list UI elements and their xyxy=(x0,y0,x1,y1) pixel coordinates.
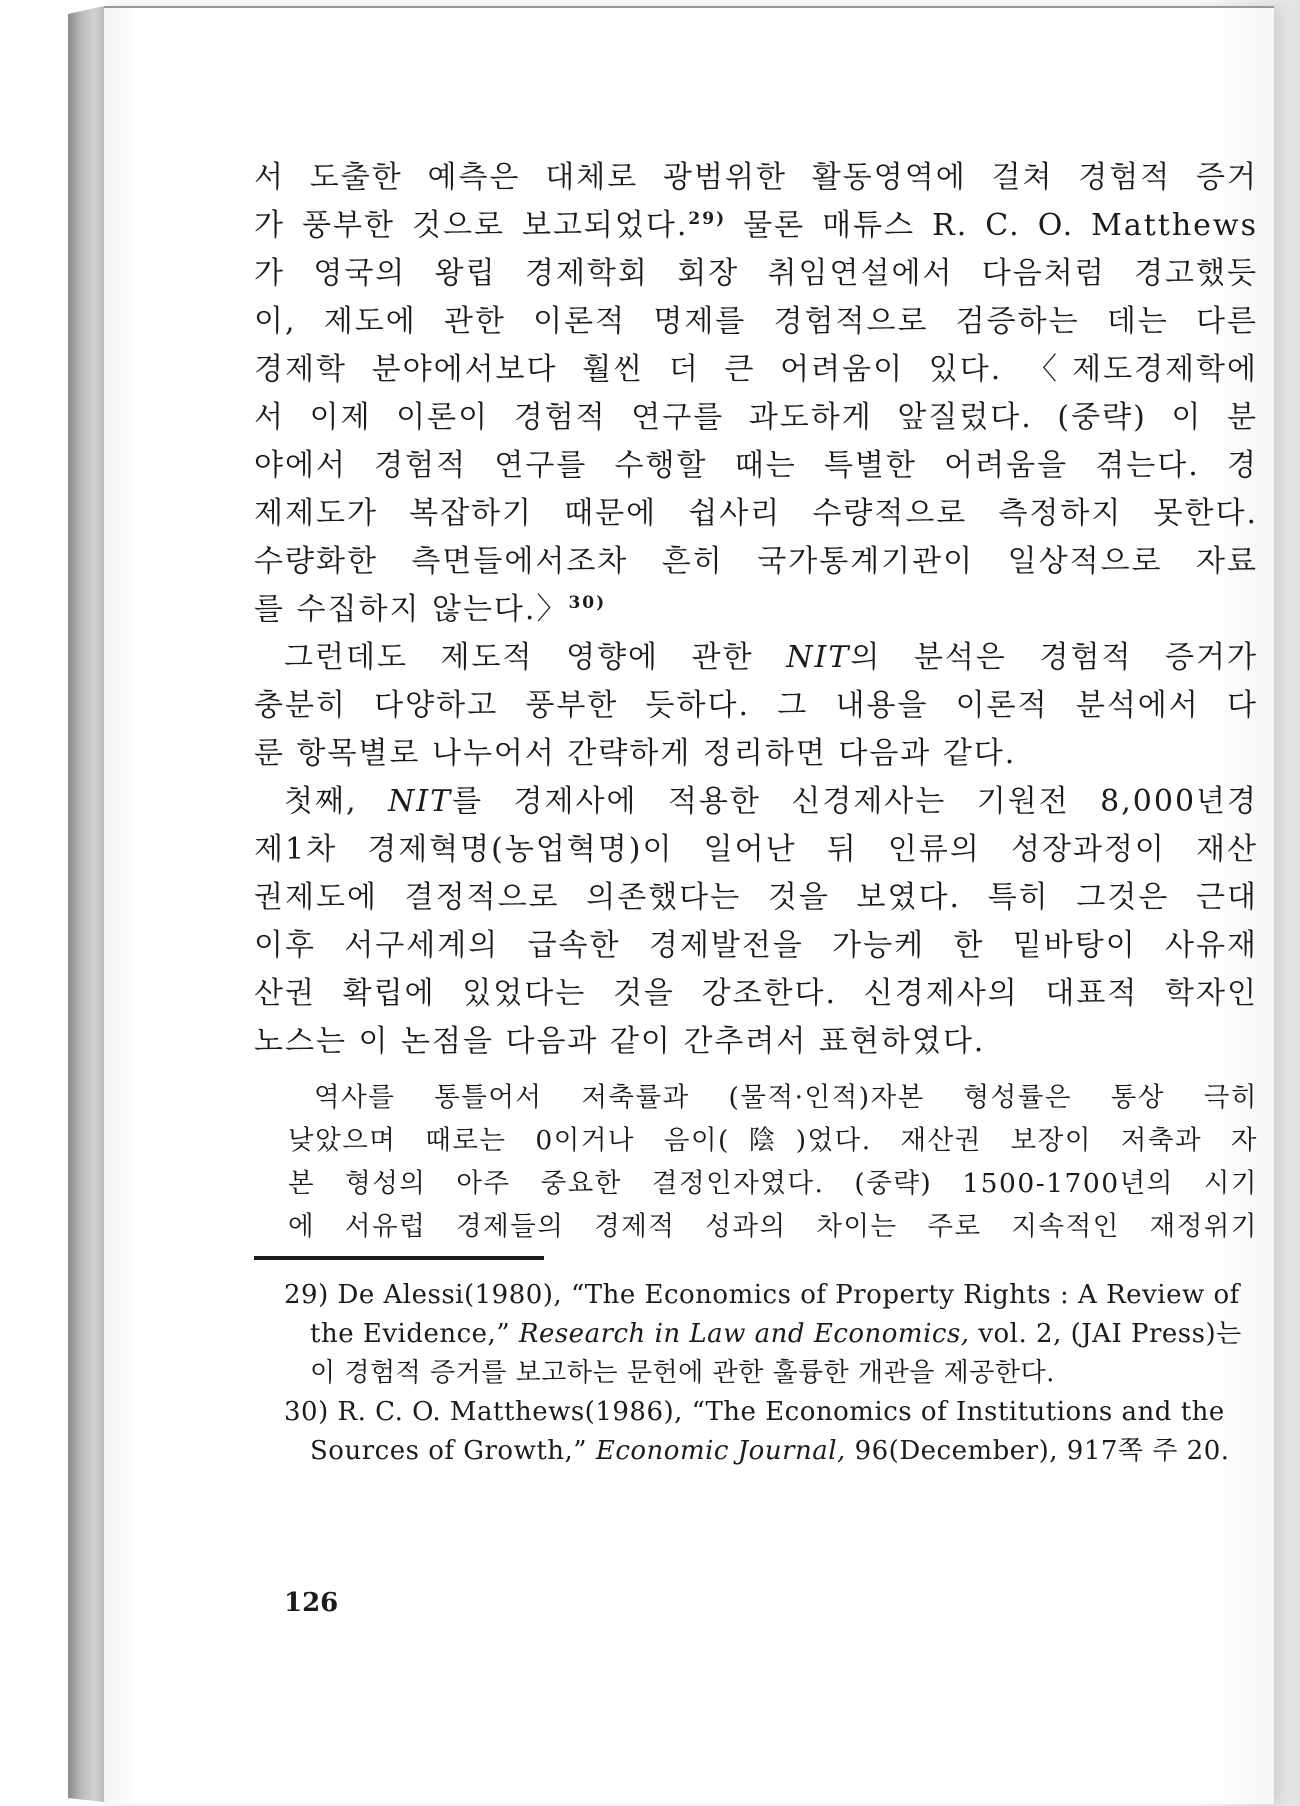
footnote-29-line: 29) De Alessi(1980), “The Economics of Property Rights : A Review of xyxy=(284,1280,1240,1310)
footnote-number: 30) xyxy=(284,1397,329,1427)
page-number: 126 xyxy=(284,1588,339,1618)
body-line: 제제도가 복잡하기 때문에 쉽사리 수량적으로 측정하지 못한다. xyxy=(254,496,1258,531)
body-line: 이후 서구세계의 급속한 경제발전을 가능케 한 밑바탕이 사유재 xyxy=(254,928,1258,963)
footnote-ref-30[interactable]: 30) xyxy=(568,593,607,613)
journal-title: Economic Journal, xyxy=(595,1436,846,1466)
body-line: 를 수집하지 않는다.〉$^{30)}$ xyxy=(254,592,607,627)
footnote-number: 29) xyxy=(284,1280,329,1310)
body-line: 노스는 이 논점을 다음과 같이 간추려서 표현하였다. xyxy=(254,1024,986,1059)
body-line: 산권 확립에 있었다는 것을 강조한다. 신경제사의 대표적 학자인 xyxy=(254,976,1258,1011)
body-line: 야에서 경험적 연구를 수행할 때는 특별한 어려움을 겪는다. 경 xyxy=(254,448,1258,483)
body-line: 룬 항목별로 나누어서 간략하게 정리하면 다음과 같다. xyxy=(254,736,1017,771)
quote-line: 낮았으며 때로는 0이거나 음이(陰)었다. 재산권 보장이 저축과 자 xyxy=(288,1125,1258,1156)
body-line: 서 이제 이론이 경험적 연구를 과도하게 앞질렀다. (중략) 이 분 xyxy=(254,400,1258,435)
footnote-30-line: Sources of Growth,” Economic Journal, 96(December), 917쪽 주 20. xyxy=(310,1436,1230,1466)
footnote-29-line: the Evidence,” Research in Law and Economics, vol. 2, (JAI Press)는 xyxy=(310,1319,1242,1349)
body-line: 충분히 다양하고 풍부한 듯하다. 그 내용을 이론적 분석에서 다 xyxy=(254,688,1258,723)
quote-line: 역사를 통틀어서 저축률과 (물적·인적)자본 형성률은 통상 극히 xyxy=(314,1082,1258,1113)
body-line: 경제학 분야에서보다 훨씬 더 큰 어려움이 있다. 〈제도경제학에 xyxy=(254,352,1258,387)
footnote-divider xyxy=(254,1256,544,1260)
paragraph-first-line: 그런데도 제도적 영향에 관한 NIT의 분석은 경험적 증거가 xyxy=(284,640,1258,675)
book-page xyxy=(104,6,1274,1804)
body-line: 제1차 경제혁명(농업혁명)이 일어난 뒤 인류의 성장과정이 재산 xyxy=(254,832,1258,867)
footnote-ref-29[interactable]: 29) xyxy=(688,209,727,229)
footnotes xyxy=(254,1276,1258,1471)
body-line: 수량화한 측면들에서조차 흔히 국가통계기관이 일상적으로 자료 xyxy=(254,544,1258,579)
body-line: 가 풍부한 것으로 보고되었다.$^{29)}$ 물론 매튜스 R. C. O. Matthews xyxy=(254,208,1258,243)
footnote-29-line: 이 경험적 증거를 보고하는 문헌에 관한 훌륭한 개관을 제공한다. xyxy=(310,1358,1055,1388)
book-spine xyxy=(68,6,104,1802)
body-line: 서 도출한 예측은 대체로 광범위한 활동영역에 걸쳐 경험적 증거 xyxy=(254,160,1258,195)
footnote-30-line: 30) R. C. O. Matthews(1986), “The Economics of Institutions and the xyxy=(284,1397,1225,1427)
body-line: 이, 제도에 관한 이론적 명제를 경험적으로 검증하는 데는 다른 xyxy=(254,304,1258,339)
quote-line: 에 서유럽 경제들의 경제적 성과의 차이는 주로 지속적인 재정위기 xyxy=(288,1211,1258,1242)
quote-line: 본 형성의 아주 중요한 결정인자였다. (중략) 1500-1700년의 시기 xyxy=(288,1168,1258,1199)
paragraph-first-line: 첫째, NIT를 경제사에 적용한 신경제사는 기원전 8,000년경 xyxy=(284,784,1258,819)
abbreviation-nit: NIT xyxy=(387,784,453,819)
block-quote xyxy=(254,1076,1258,1248)
abbreviation-nit: NIT xyxy=(786,640,851,675)
journal-title: Research in Law and Economics, xyxy=(518,1319,970,1349)
body-line: 가 영국의 왕립 경제학회 회장 취임연설에서 다음처럼 경고했듯 xyxy=(254,256,1258,291)
body-line: 권제도에 결정적으로 의존했다는 것을 보였다. 특히 그것은 근대 xyxy=(254,880,1258,915)
page-text xyxy=(254,154,1258,1471)
